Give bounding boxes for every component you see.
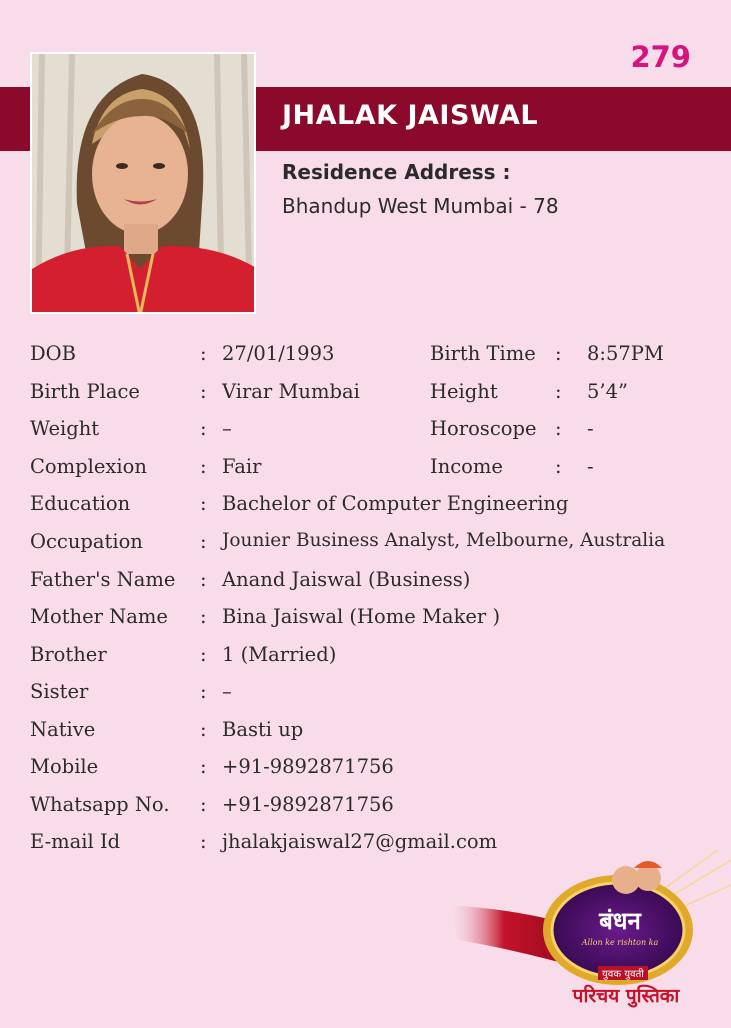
detail-label: Complexion	[30, 455, 147, 478]
detail-colon: :	[200, 605, 207, 628]
detail-label: E-mail Id	[30, 830, 121, 853]
detail-value: Bachelor of Computer Engineering	[222, 492, 569, 515]
detail-value: 27/01/1993	[222, 342, 335, 365]
logo-subtitle: परिचय पुस्तिका	[572, 985, 680, 1007]
detail-value: Bina Jaiswal (Home Maker )	[222, 605, 501, 628]
detail-value: Anand Jaiswal (Business)	[222, 568, 471, 591]
detail-colon: :	[200, 417, 207, 440]
detail-colon: :	[200, 380, 207, 403]
detail-colon-right: :	[555, 380, 562, 403]
detail-label: Mother Name	[30, 605, 168, 628]
detail-value: Fair	[222, 455, 262, 478]
detail-label-right: Horoscope	[430, 417, 537, 440]
detail-value: –	[222, 680, 232, 703]
detail-label: Father's Name	[30, 568, 176, 591]
detail-value: jhalakjaiswal27@gmail.com	[222, 830, 498, 853]
detail-colon-right: :	[555, 342, 562, 365]
profile-photo-image	[32, 54, 256, 314]
residence-address-label: Residence Address :	[282, 160, 511, 184]
detail-label-right: Income	[430, 455, 503, 478]
detail-label: Brother	[30, 643, 107, 666]
detail-value-right: -	[587, 455, 594, 478]
detail-value: –	[222, 417, 232, 440]
detail-value-right: -	[587, 417, 594, 440]
detail-value: Basti up	[222, 718, 304, 741]
detail-value: Jounier Business Analyst, Melbourne, Australia	[222, 530, 666, 551]
profile-photo	[30, 52, 256, 314]
detail-colon: :	[200, 492, 207, 515]
bandhan-logo	[448, 850, 731, 1024]
detail-label: Whatsapp No.	[30, 793, 170, 816]
detail-colon: :	[200, 455, 207, 478]
detail-colon: :	[200, 793, 207, 816]
logo-badge: युवक युवती	[598, 966, 648, 980]
detail-colon-right: :	[555, 455, 562, 478]
detail-value: Virar Mumbai	[222, 380, 360, 403]
detail-value-right: 8:57PM	[587, 342, 664, 365]
detail-colon: :	[200, 643, 207, 666]
detail-label-right: Height	[430, 380, 498, 403]
residence-address-value: Bhandup West Mumbai - 78	[282, 194, 559, 218]
detail-colon: :	[200, 530, 207, 553]
detail-value-right: 5’4”	[587, 380, 628, 403]
detail-label: Birth Place	[30, 380, 140, 403]
detail-colon: :	[200, 680, 207, 703]
profile-name: JHALAK JAISWAL	[282, 100, 539, 131]
detail-colon: :	[200, 830, 207, 853]
page-number: 279	[630, 40, 691, 74]
detail-label: Occupation	[30, 530, 143, 553]
detail-colon-right: :	[555, 417, 562, 440]
detail-label: Native	[30, 718, 96, 741]
detail-label: Weight	[30, 417, 100, 440]
logo-tagline: Allon ke rishton ka	[581, 938, 659, 947]
detail-colon: :	[200, 755, 207, 778]
detail-label: Education	[30, 492, 131, 515]
detail-colon: :	[200, 568, 207, 591]
detail-label-right: Birth Time	[430, 342, 536, 365]
detail-colon: :	[200, 718, 207, 741]
logo-title: बंधन	[599, 907, 641, 935]
detail-value: 1 (Married)	[222, 643, 337, 666]
detail-label: Mobile	[30, 755, 99, 778]
detail-colon: :	[200, 342, 207, 365]
detail-label: DOB	[30, 342, 76, 365]
detail-value: +91-9892871756	[222, 755, 394, 778]
detail-label: Sister	[30, 680, 89, 703]
detail-value: +91-9892871756	[222, 793, 394, 816]
